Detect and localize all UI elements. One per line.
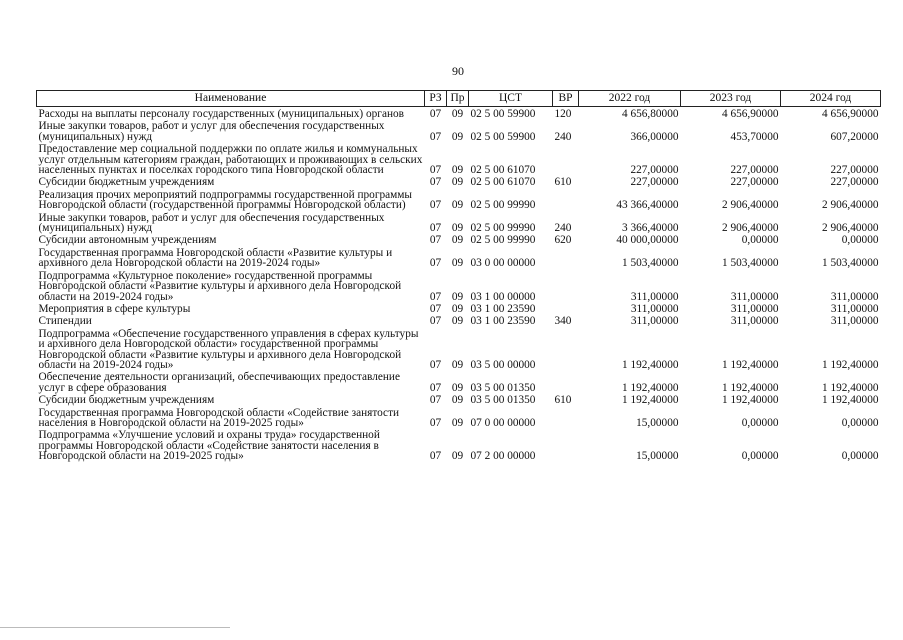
row-rz: 07 — [429, 315, 442, 328]
row-rz: 07 — [429, 450, 442, 463]
row-2023: 453,70000 — [730, 130, 779, 143]
table-row — [37, 107, 881, 120]
row-name: Субсидии бюджетным учреждениям — [38, 176, 215, 189]
row-2024: 4 656,90000 — [822, 108, 879, 120]
row-cst: 03 1 00 00000 — [470, 290, 536, 303]
row-rz: 07 — [429, 130, 442, 143]
row-2022: 15,00000 — [636, 416, 679, 429]
row-cst: 03 1 00 23590 — [470, 315, 536, 328]
table-row — [37, 211, 881, 234]
row-rz: 07 — [429, 164, 442, 177]
header-rz: РЗ — [425, 91, 447, 107]
row-2023: 311,00000 — [730, 302, 779, 315]
row-rz: 07 — [429, 394, 442, 407]
table-header-row — [37, 91, 881, 107]
row-pr: 09 — [451, 234, 464, 247]
row-vr — [553, 302, 579, 314]
table-row — [37, 428, 881, 461]
row-2023: 1 192,40000 — [722, 358, 779, 371]
row-vr — [553, 370, 579, 393]
row-cst: 02 5 00 61070 — [470, 176, 536, 189]
row-2023: 1 503,40000 — [722, 257, 779, 270]
header-cst: ЦСТ — [469, 91, 553, 107]
row-vr — [553, 428, 579, 461]
header-2022: 2022 год — [579, 91, 681, 107]
header-name: Наименование — [37, 91, 425, 107]
row-pr: 09 — [451, 381, 464, 394]
row-cst: 03 5 00 01350 — [470, 394, 536, 407]
row-vr — [553, 327, 579, 371]
row-cst: 02 5 00 61070 — [470, 164, 536, 177]
row-2024: 311,00000 — [830, 290, 879, 303]
row-name: Предоставление мер социальной поддержки по оплате жилья и коммунальных услуг отдельным категориям граждан, работающих и проживающих в сельских населенных пунктах и поселках городского типа Новгородской области — [38, 143, 423, 177]
row-name: Подпрограмма «Улучшение условий и охраны труда» государственной программы Новгородской области «Содействие занятости населения в Новгородской области на 2019-2025 годы» — [38, 429, 380, 463]
row-name: Иные закупки товаров, работ и услуг для обеспечения государственных (муниципальных) нужд — [38, 211, 385, 235]
row-pr: 09 — [451, 130, 464, 143]
row-2024: 0,00000 — [841, 234, 879, 247]
table-row — [37, 406, 881, 429]
row-vr: 120 — [554, 108, 572, 120]
table-row — [37, 327, 881, 371]
row-rz: 07 — [429, 257, 442, 270]
row-2022: 311,00000 — [630, 290, 679, 303]
row-pr: 09 — [451, 199, 464, 212]
table-row — [37, 393, 881, 405]
row-pr: 09 — [451, 108, 464, 120]
row-cst: 02 5 00 99990 — [470, 234, 536, 247]
table-row — [37, 142, 881, 175]
page-number: 90 — [452, 64, 464, 78]
row-2022: 1 503,40000 — [622, 257, 679, 270]
table-row — [37, 246, 881, 269]
row-name: Реализация прочих мероприятий подпрограммы государственной программы Новгородской области (государственной программы Новгородской области) — [38, 188, 412, 212]
row-2023: 0,00000 — [741, 450, 779, 463]
budget-table — [36, 90, 881, 462]
row-rz: 07 — [429, 302, 442, 315]
row-2022: 1 192,40000 — [622, 358, 679, 371]
row-2024: 227,00000 — [830, 164, 879, 177]
row-rz: 07 — [429, 176, 442, 189]
row-vr — [553, 246, 579, 269]
row-cst: 03 5 00 01350 — [470, 381, 536, 394]
row-pr: 09 — [451, 394, 464, 407]
row-rz: 07 — [429, 358, 442, 371]
row-rz: 07 — [429, 108, 442, 120]
row-name: Государственная программа Новгородской области «Развитие культуры и архивного дела Новгородской области на 2019-2024 годы» — [38, 246, 393, 270]
row-name: Стипендии — [38, 315, 92, 328]
row-2022: 3 366,40000 — [622, 222, 679, 235]
row-rz: 07 — [429, 290, 442, 303]
row-name: Иные закупки товаров, работ и услуг для обеспечения государственных (муниципальных) нужд — [38, 120, 385, 143]
row-vr: 610 — [554, 176, 572, 189]
row-2024: 1 192,40000 — [822, 381, 879, 394]
table-row — [37, 269, 881, 302]
row-2024: 607,20000 — [830, 130, 879, 143]
row-2022: 15,00000 — [636, 450, 679, 463]
row-pr: 09 — [451, 164, 464, 177]
row-name: Субсидии бюджетным учреждениям — [38, 394, 215, 407]
table-row — [37, 302, 881, 314]
row-2023: 0,00000 — [741, 416, 779, 429]
row-vr — [553, 406, 579, 429]
row-2022: 40 000,00000 — [616, 234, 679, 247]
table-row — [37, 188, 881, 211]
row-2023: 2 906,40000 — [722, 199, 779, 212]
row-cst: 02 5 00 99990 — [470, 222, 536, 235]
table-row — [37, 370, 881, 393]
row-2023: 311,00000 — [730, 315, 779, 328]
row-2022: 227,00000 — [630, 164, 679, 177]
row-name: Подпрограмма «Обеспечение государственного управления в сферах культуры и архивного дела Новгородской области» государственной программы Новгородской области «Развитие культуры и архивного дела Новгородской области на 2019-2024 годы» — [38, 327, 419, 371]
row-2023: 227,00000 — [730, 164, 779, 177]
row-2024: 1 192,40000 — [822, 394, 879, 407]
row-vr: 240 — [554, 222, 572, 235]
table-row — [37, 233, 881, 245]
row-cst: 02 5 00 59900 — [470, 130, 536, 143]
row-2023: 0,00000 — [741, 234, 779, 247]
row-pr: 09 — [451, 358, 464, 371]
row-pr: 09 — [451, 302, 464, 315]
table-row — [37, 119, 881, 142]
row-rz: 07 — [429, 381, 442, 394]
row-2024: 2 906,40000 — [822, 199, 879, 212]
row-rz: 07 — [429, 234, 442, 247]
row-2024: 0,00000 — [841, 450, 879, 463]
row-2024: 311,00000 — [830, 302, 879, 315]
row-2022: 4 656,80000 — [622, 108, 679, 120]
row-cst: 02 5 00 99990 — [470, 199, 536, 212]
page-edge-line — [0, 627, 230, 628]
row-2022: 1 192,40000 — [622, 394, 679, 407]
row-vr: 620 — [554, 234, 572, 247]
row-vr: 340 — [554, 315, 572, 328]
header-pr: Пр — [447, 91, 469, 107]
row-pr: 09 — [451, 315, 464, 328]
row-cst: 03 5 00 00000 — [470, 358, 536, 371]
row-2022: 1 192,40000 — [622, 381, 679, 394]
row-name: Подпрограмма «Культурное поколение» государственной программы Новгородской области «Развитие культуры и архивного дела Новгородской области на 2019-2024 годы» — [38, 269, 402, 303]
row-name: Государственная программа Новгородской области «Содействие занятости населения в Новгородской области на 2019-2025 годы» — [38, 406, 400, 429]
row-pr: 09 — [451, 257, 464, 270]
row-2022: 43 366,40000 — [616, 199, 679, 212]
row-2024: 227,00000 — [830, 176, 879, 189]
row-2022: 311,00000 — [630, 302, 679, 315]
row-cst: 03 1 00 23590 — [470, 302, 536, 315]
row-pr: 09 — [451, 450, 464, 463]
row-cst: 07 2 00 00000 — [470, 450, 536, 463]
row-name: Субсидии автономным учреждениям — [38, 234, 217, 247]
row-name: Мероприятия в сфере культуры — [38, 302, 191, 315]
row-cst: 07 0 00 00000 — [470, 416, 536, 429]
row-2024: 2 906,40000 — [822, 222, 879, 235]
row-vr: 240 — [554, 130, 572, 143]
row-pr: 09 — [451, 222, 464, 235]
header-2023: 2023 год — [681, 91, 781, 107]
row-rz: 07 — [429, 416, 442, 429]
table-row — [37, 314, 881, 326]
header-vr: ВР — [553, 91, 579, 107]
row-rz: 07 — [429, 199, 442, 212]
row-2024: 1 503,40000 — [822, 257, 879, 270]
row-2024: 311,00000 — [830, 315, 879, 328]
row-vr — [553, 188, 579, 211]
row-vr — [553, 269, 579, 302]
row-rz: 07 — [429, 222, 442, 235]
header-2024: 2024 год — [781, 91, 881, 107]
row-2023: 2 906,40000 — [722, 222, 779, 235]
row-vr: 610 — [554, 394, 572, 407]
row-name: Обеспечение деятельности организаций, обеспечивающих предоставление услуг в сфере образования — [38, 371, 400, 394]
row-cst: 03 0 00 00000 — [470, 257, 536, 270]
row-vr — [553, 142, 579, 175]
row-2023: 1 192,40000 — [722, 394, 779, 407]
table-row — [37, 175, 881, 187]
row-cst: 02 5 00 59900 — [470, 108, 536, 120]
row-2022: 366,00000 — [630, 130, 679, 143]
row-2024: 0,00000 — [841, 416, 879, 429]
row-pr: 09 — [451, 290, 464, 303]
row-2022: 311,00000 — [630, 315, 679, 328]
row-2024: 1 192,40000 — [822, 358, 879, 371]
row-2022: 227,00000 — [630, 176, 679, 189]
row-2023: 311,00000 — [730, 290, 779, 303]
row-2023: 1 192,40000 — [722, 381, 779, 394]
row-name: Расходы на выплаты персоналу государственных (муниципальных) органов — [38, 108, 404, 120]
row-pr: 09 — [451, 176, 464, 189]
row-pr: 09 — [451, 416, 464, 429]
row-2023: 4 656,90000 — [722, 108, 779, 120]
row-2023: 227,00000 — [730, 176, 779, 189]
